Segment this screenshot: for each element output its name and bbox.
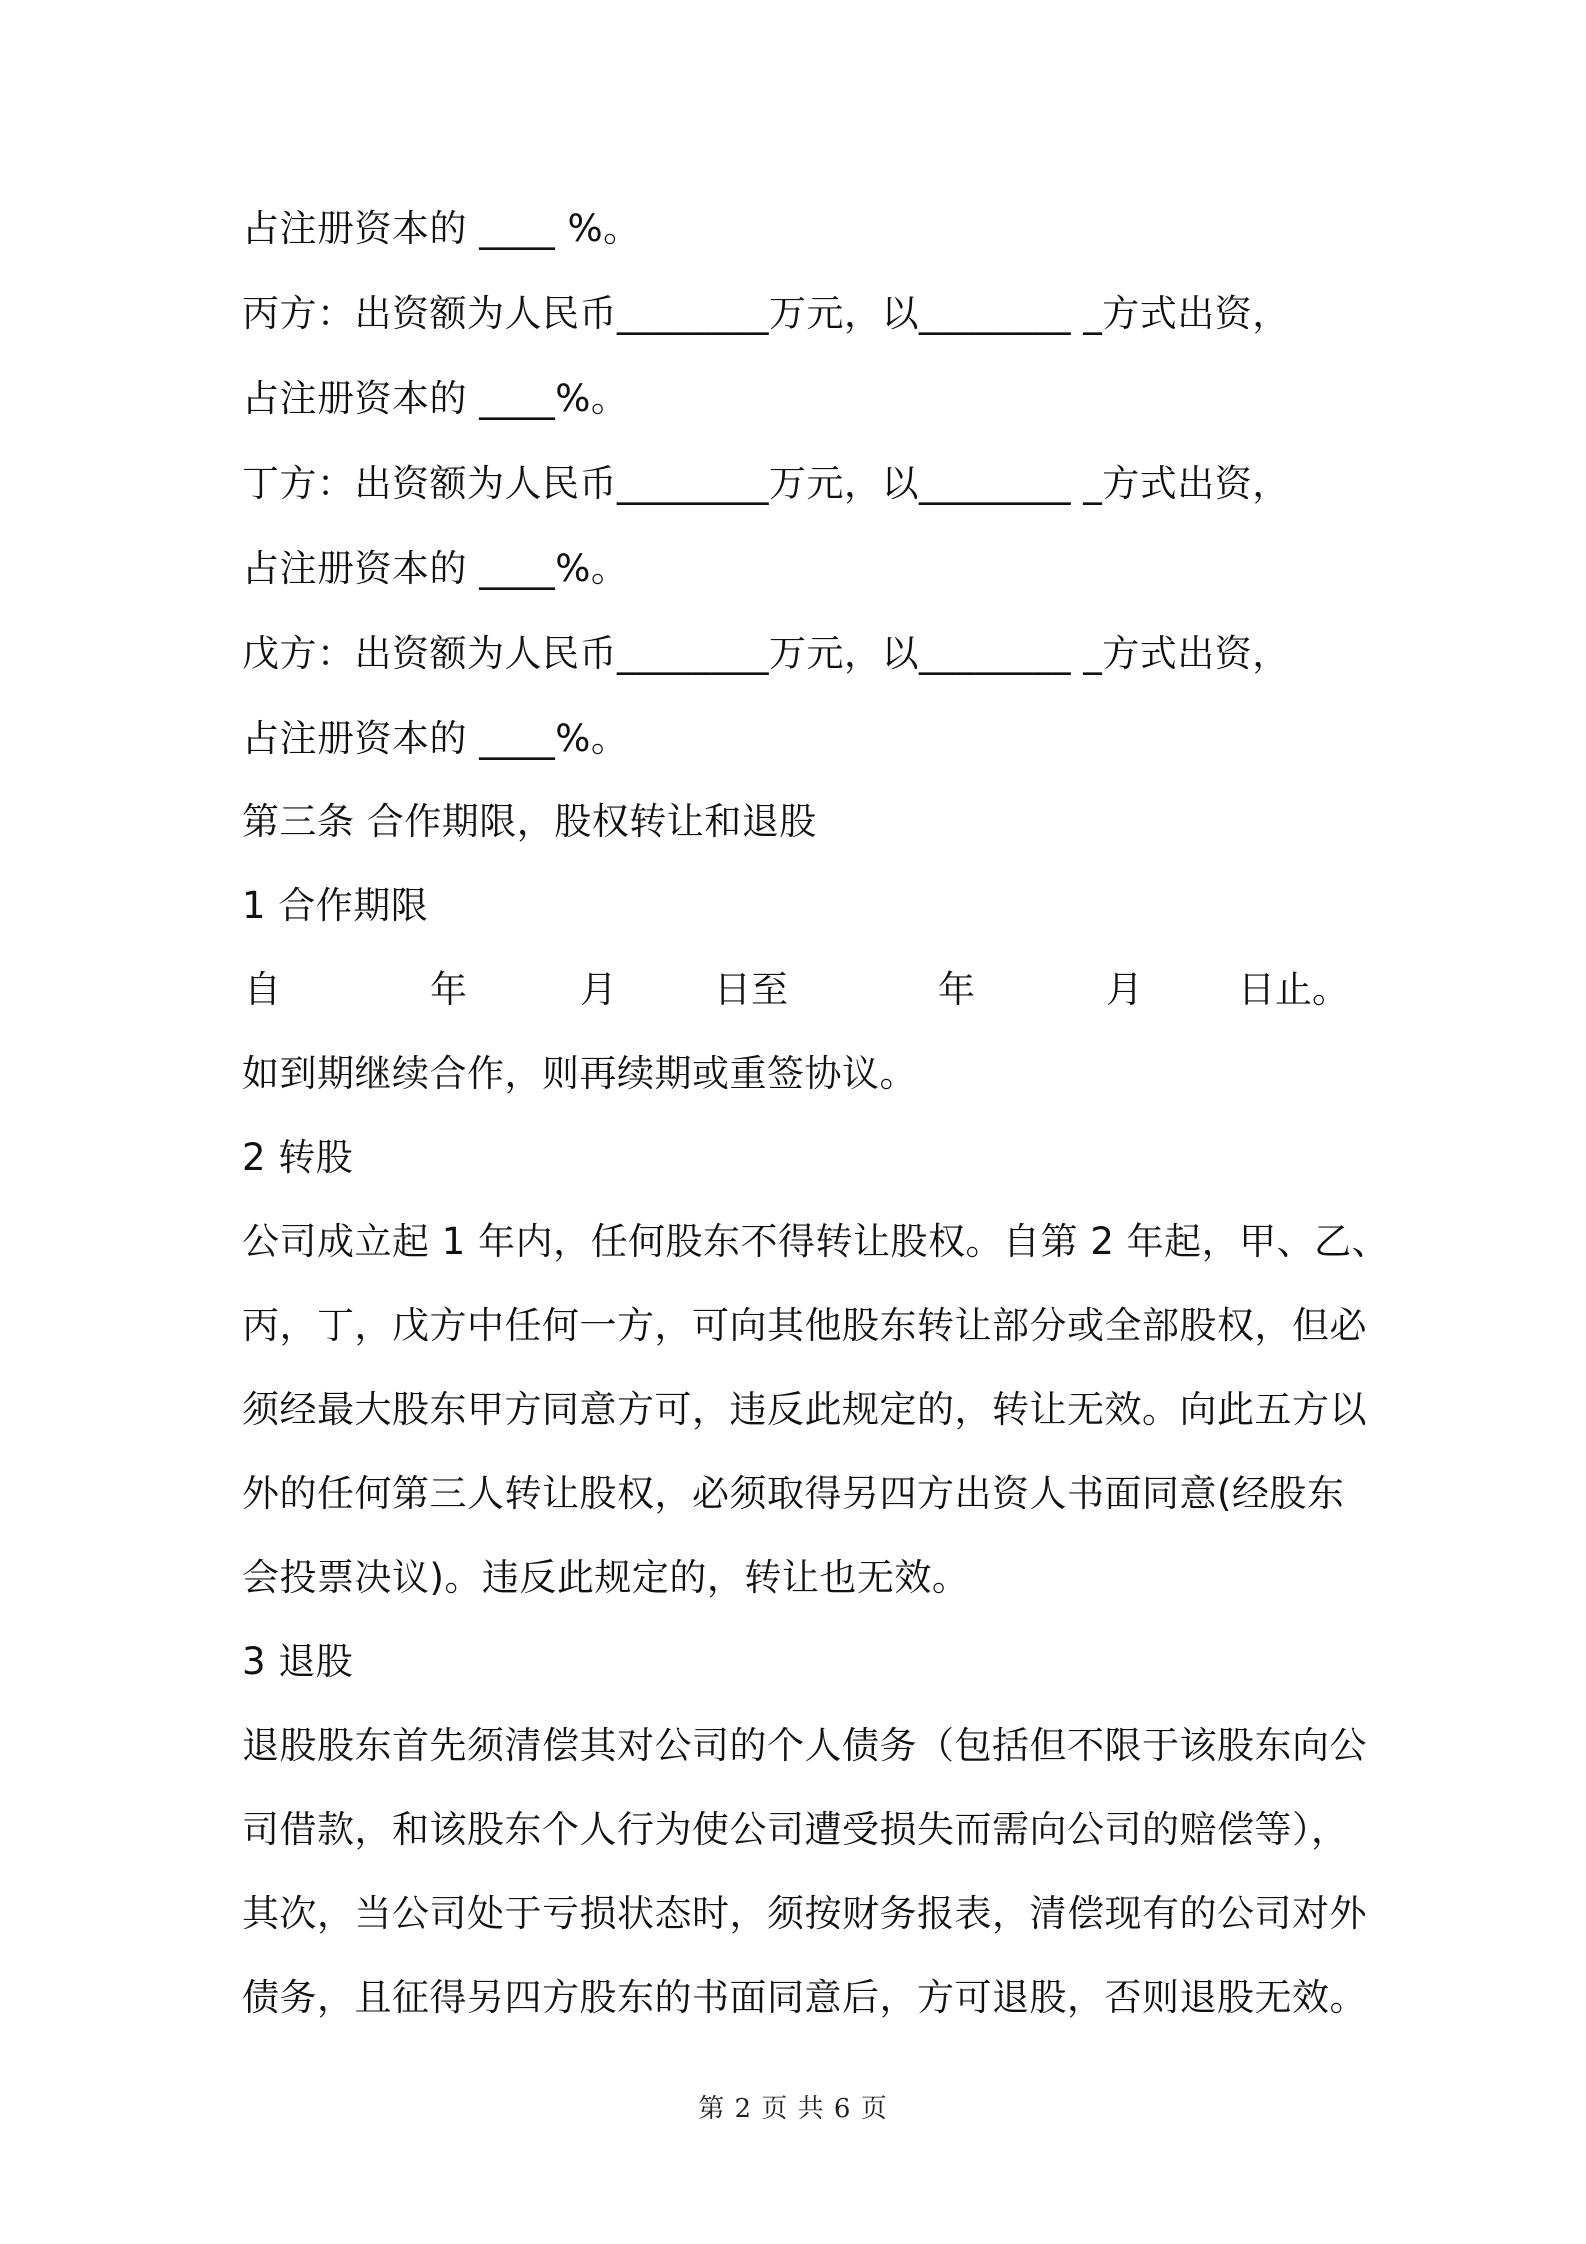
text-line: 如到期继续合作，则再续期或重签协议。 (242, 1052, 917, 1095)
page-number-footer: 第 2 页 共 6 页 (698, 2094, 888, 2124)
text-line: 外的任何第三人转让股权，必须取得另四方出资人书面同意(经股东 (242, 1472, 1345, 1515)
article-heading: 第三条 合作期限，股权转让和退股 (242, 800, 817, 843)
section-heading: 2 转股 (242, 1136, 354, 1179)
text-line: 占注册资本的 ____%。 (242, 547, 629, 590)
text-line: 公司成立起 1 年内，任何股东不得转让股权。自第 2 年起，甲、乙、 (242, 1220, 1390, 1263)
text-line: 其次，当公司处于亏损状态时，须按财务报表，清偿现有的公司对外 (242, 1892, 1367, 1935)
text-line: 债务，且征得另四方股东的书面同意后，方可退股，否则退股无效。 (242, 1976, 1367, 2019)
text-line: 丙，丁，戊方中任何一方，可向其他股东转让部分或全部股权，但必 (242, 1304, 1367, 1347)
section-heading: 1 合作期限 (242, 884, 429, 927)
date-day-to: 日至 (714, 968, 788, 1011)
date-from: 自 (244, 968, 281, 1011)
text-line: 丁方：出资额为人民币________万元，以________ _方式出资， (242, 462, 1290, 505)
section-heading: 3 退股 (242, 1640, 354, 1683)
date-month-2: 月 (1106, 968, 1143, 1011)
date-month-1: 月 (580, 968, 617, 1011)
text-line: 司借款，和该股东个人行为使公司遭受损失而需向公司的赔偿等）， (242, 1808, 1349, 1851)
text-line: 会投票决议)。违反此规定的，转让也无效。 (242, 1556, 970, 1599)
text-line: 戊方：出资额为人民币________万元，以________ _方式出资， (242, 632, 1290, 675)
date-year-1: 年 (430, 968, 467, 1011)
date-range-row (242, 966, 1352, 1014)
text-line: 占注册资本的 ____%。 (242, 377, 629, 420)
text-line: 占注册资本的 ____%。 (242, 717, 629, 760)
text-line: 须经最大股东甲方同意方可，违反此规定的，转让无效。向此五方以 (242, 1388, 1367, 1431)
date-year-2: 年 (938, 968, 975, 1011)
date-day-end: 日止。 (1238, 968, 1349, 1011)
text-line: 占注册资本的 ____ %。 (242, 207, 641, 250)
text-line: 退股股东首先须清偿其对公司的个人债务（包括但不限于该股东向公 (242, 1724, 1367, 1767)
text-line: 丙方：出资额为人民币________万元，以________ _方式出资， (242, 292, 1290, 335)
